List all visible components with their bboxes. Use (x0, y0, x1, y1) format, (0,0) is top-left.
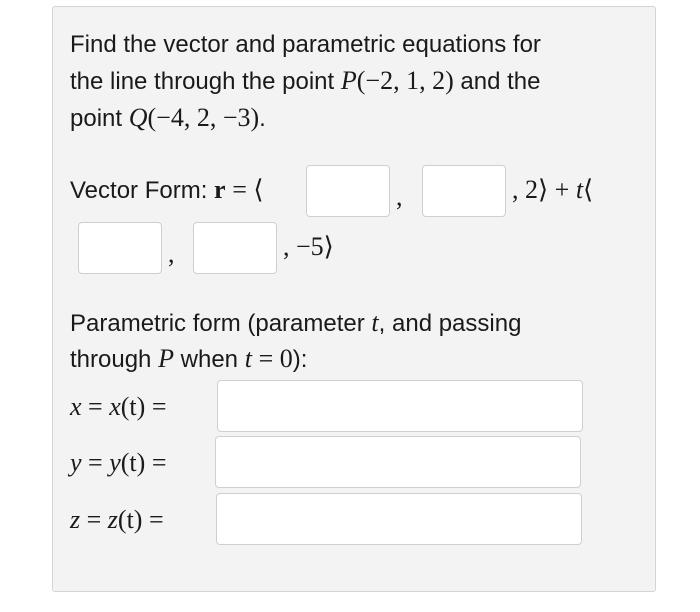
parametric-line-1 (70, 306, 521, 341)
vector-point-x-input[interactable] (306, 165, 390, 217)
vector-r-symbol: r (214, 175, 226, 204)
parametric-text: Parametric form (parameter (70, 310, 365, 337)
question-text: the line through the point (70, 68, 335, 95)
question-text: point (70, 105, 123, 132)
parametric-line-2 (70, 342, 307, 377)
parametric-z-input[interactable] (216, 493, 582, 545)
equation-x-label: x = x(t) = (70, 392, 167, 421)
parametric-t-zero: = 0 (258, 344, 293, 373)
vector-second-tail: , −5⟩ (283, 232, 334, 261)
question-line-3 (70, 101, 266, 136)
parameter-t-symbol: t (371, 308, 379, 337)
vector-form-label (70, 173, 264, 208)
vector-point-z-tail: , 2⟩ + (512, 175, 576, 204)
parametric-text: when (180, 346, 239, 373)
equation-z-label: z = z(t) = (70, 505, 164, 534)
vector-direction-x-input[interactable] (78, 222, 162, 274)
parametric-text: through (70, 346, 152, 373)
point-q-coords: (−4, 2, −3) (147, 103, 260, 132)
vector-first-tail (512, 173, 593, 207)
question-line-2 (70, 64, 541, 99)
parametric-text: ): (292, 346, 308, 373)
vector-comma: , (396, 182, 403, 211)
parameter-t-symbol: t (244, 344, 252, 373)
point-q-label: Q (128, 103, 148, 132)
vector-direction-y-input[interactable] (193, 222, 277, 274)
vector-open-angle: ⟨ (583, 175, 594, 204)
vector-equals-open: = ⟨ (232, 175, 264, 204)
point-p-label: P (340, 66, 357, 95)
question-text: and the (460, 68, 541, 95)
parametric-x-input[interactable] (217, 380, 583, 432)
parameter-t-symbol: t (575, 175, 584, 204)
vector-form-text: Vector Form: (70, 177, 208, 204)
vector-point-y-input[interactable] (422, 165, 506, 217)
question-line-1: Find the vector and parametric equations for (70, 31, 541, 58)
parametric-text: , and passing (378, 310, 522, 337)
equation-y-label: y = y(t) = (70, 448, 167, 477)
question-period: . (259, 105, 266, 132)
point-p-label: P (158, 344, 174, 373)
vector-comma: , (168, 239, 175, 268)
point-p-coords: (−2, 1, 2) (356, 66, 454, 95)
parametric-y-input[interactable] (215, 436, 581, 488)
